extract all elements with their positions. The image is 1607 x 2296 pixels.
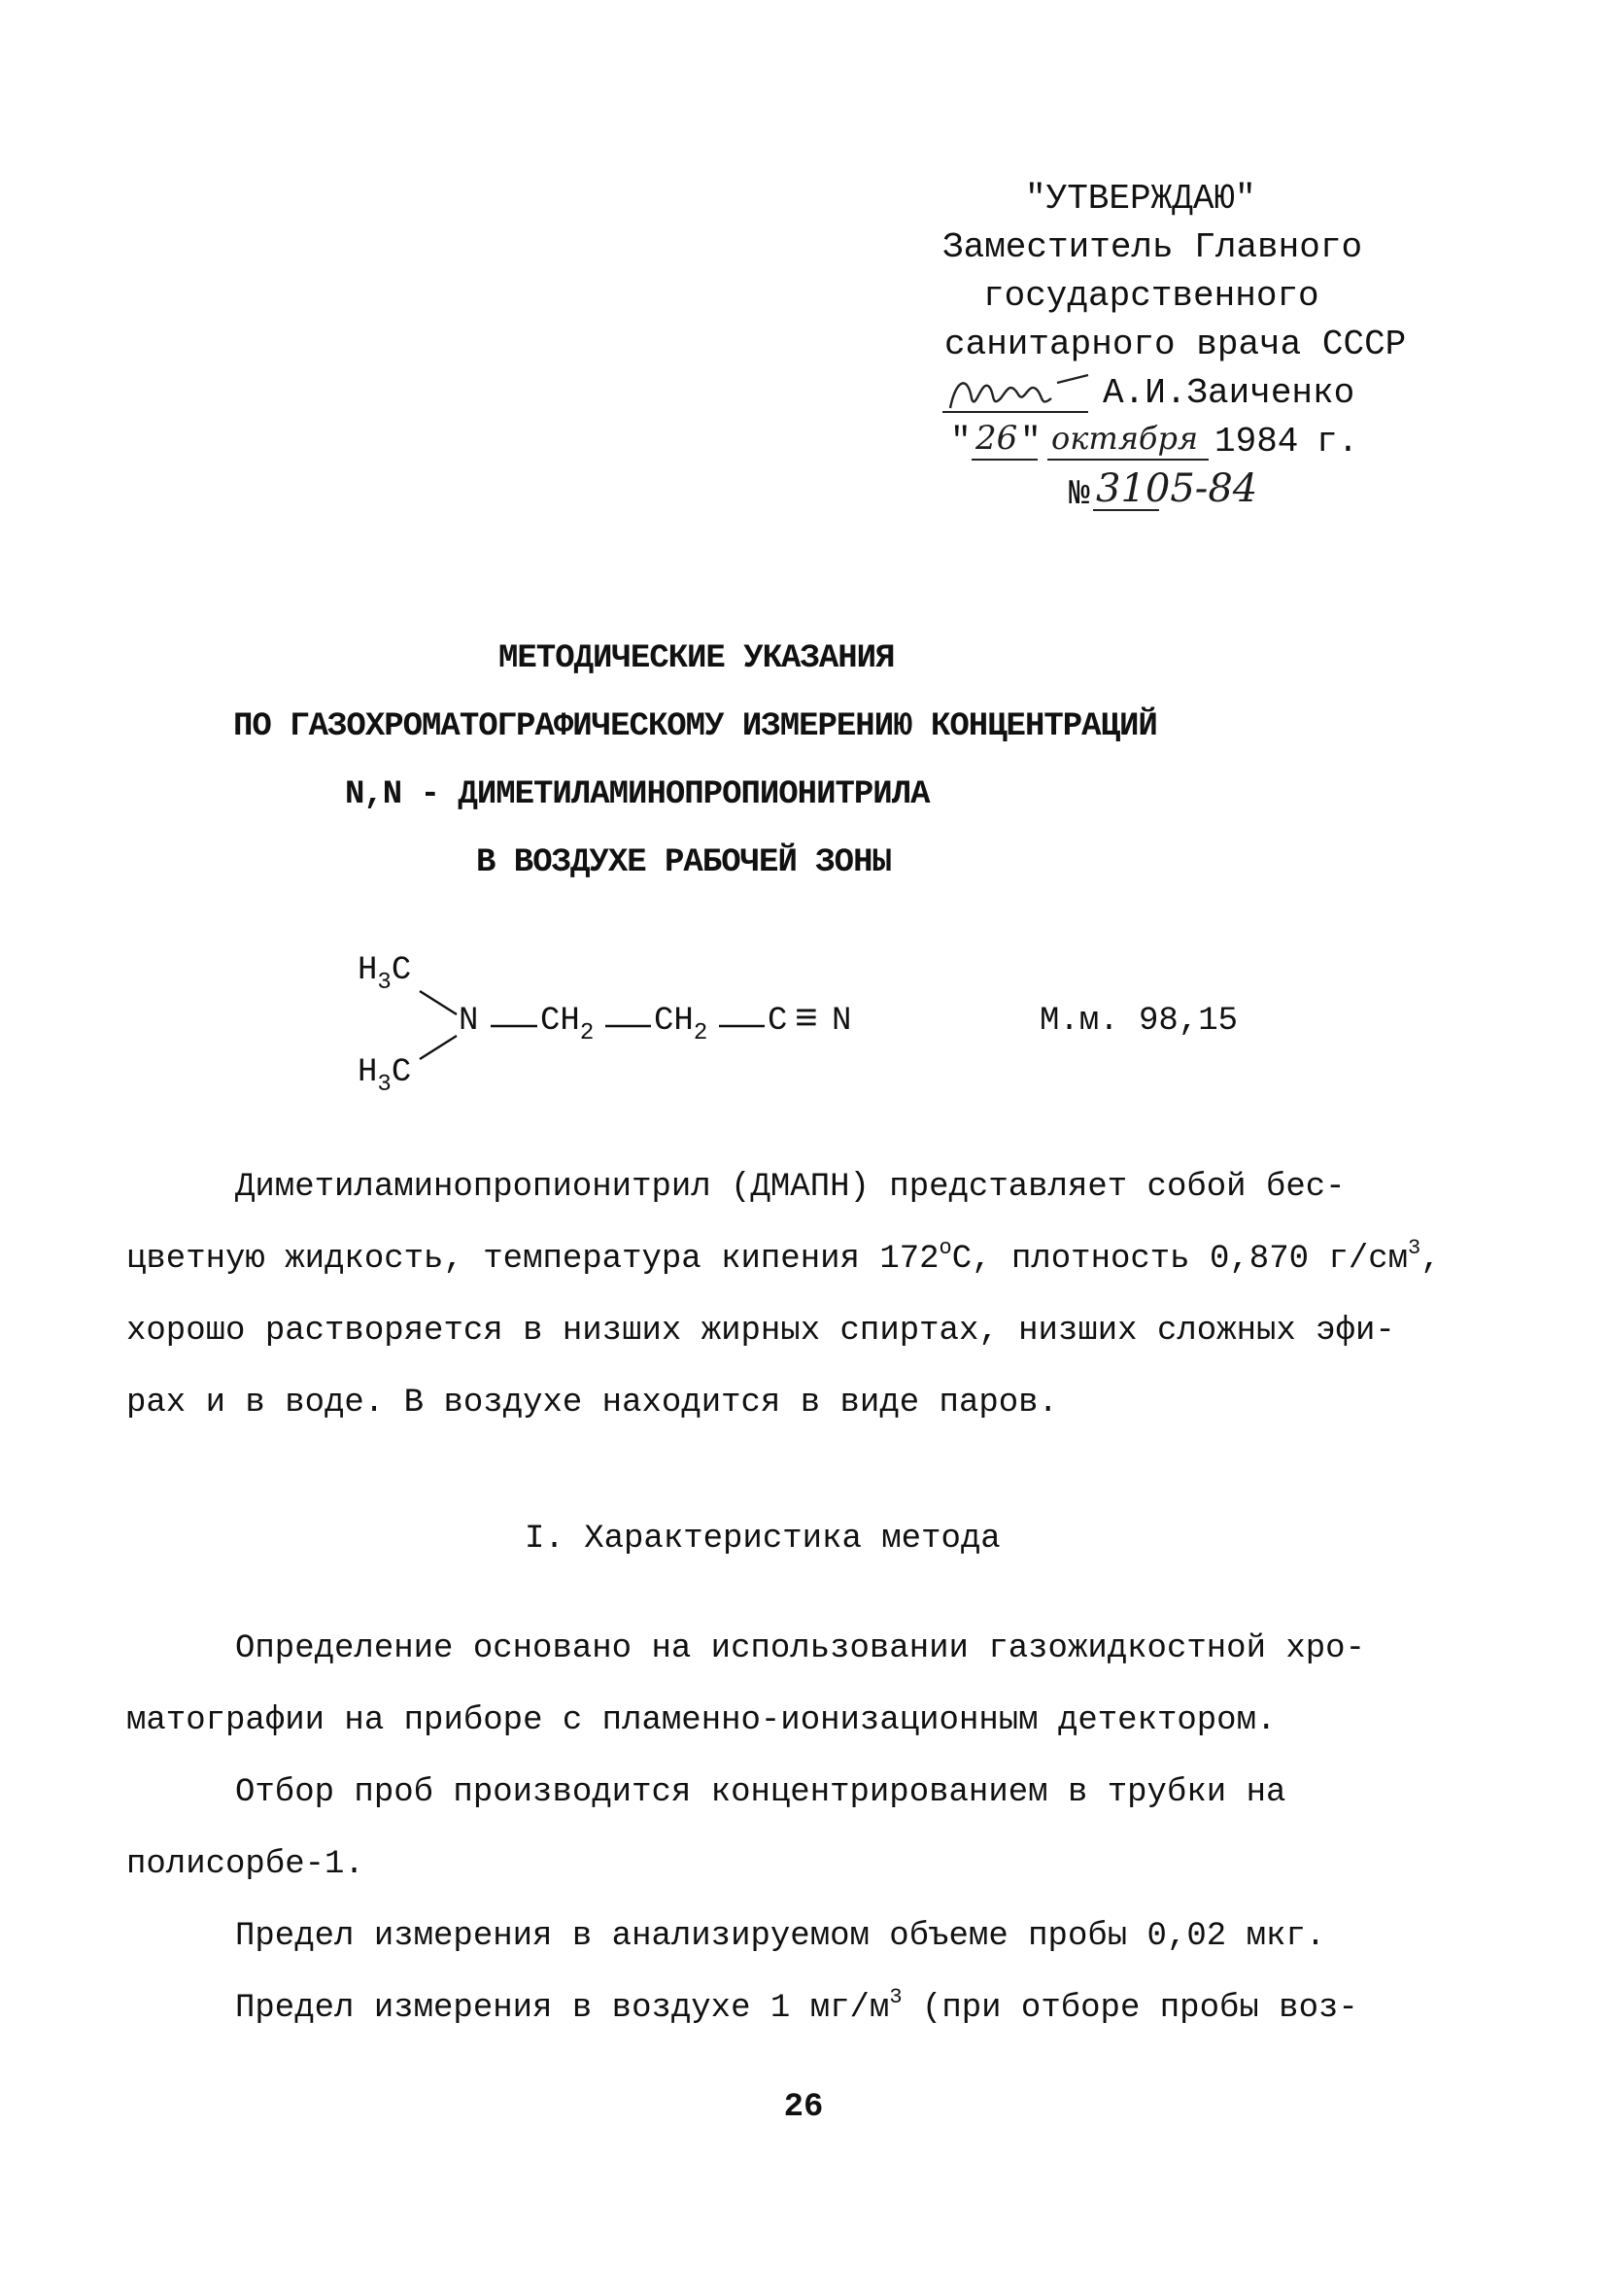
approval-position-line2: государственного: [983, 276, 1319, 316]
date-year-suffix: г.: [1316, 422, 1359, 462]
approval-position-line3: санитарного врача СССР: [944, 325, 1407, 364]
formula-methyl-bottom: $H_3C$: [358, 1054, 412, 1098]
date-month-underline: [1047, 459, 1209, 461]
structural-formula: [350, 942, 1273, 1137]
intro-line-2: цветную жидкость, температура кипения $172^оС$, плотность 0,870 $г/см^3$,: [126, 1236, 1441, 1278]
section-1-para-3: Предел измерения в анализируемом объеме пробы 0,02 мкг.: [235, 1918, 1326, 1955]
section-1-para-2-line-2: полисорбе-1.: [126, 1846, 364, 1883]
formula-methyl-top: $H_3C$: [358, 952, 412, 996]
approval-number-underline: [1093, 509, 1159, 511]
approval-date-line: [933, 418, 1438, 466]
formula-ch2-first: $CH_2$: [540, 1003, 595, 1046]
date-year: 1984: [1214, 422, 1299, 462]
formula-terminal-nitrogen: N: [832, 1003, 852, 1040]
approval-block: [933, 175, 1438, 515]
intro-line-3: хорошо растворяется в низших жирных спиртах, низших сложных эфи-: [126, 1313, 1395, 1350]
section-1-heading: I. Характеристика метода: [525, 1521, 1001, 1558]
approval-number-line: [933, 466, 1438, 515]
section-1-para-1-line-2: матографии на приборе с пламенно-ионизационным детектором.: [126, 1702, 1277, 1739]
title-line-4: В ВОЗДУХЕ РАБОЧЕЙ ЗОНЫ: [476, 844, 891, 881]
signature-line: [933, 369, 1438, 418]
section-1-para-2-line-1: Отбор проб производится концентрированием в трубки на: [235, 1774, 1286, 1811]
title-line-3: N,N - ДИМЕТИЛАМИНОПРОПИОНИТРИЛА: [345, 776, 930, 813]
date-day-underline: [972, 459, 1038, 461]
date-month-handwritten: октября: [1051, 420, 1199, 457]
section-1-para-4: Предел измерения в воздухе 1 $мг/м^3$ (при отборе пробы воз-: [235, 1985, 1358, 2027]
number-sign: №: [1069, 474, 1090, 514]
molecular-mass: М.м. 98,15: [1040, 1003, 1239, 1040]
page-number: 26: [783, 2089, 824, 2126]
section-1-para-1-line-1: Определение основано на использовании газожидкостной хро-: [235, 1630, 1365, 1667]
date-close-quote: ": [1020, 422, 1042, 462]
title-line-2: ПО ГАЗОХРОМАТОГРАФИЧЕСКОМУ ИЗМЕРЕНИЮ КОНЦЕНТРАЦИЙ: [233, 708, 1157, 745]
date-open-quote: ": [950, 422, 972, 462]
approval-heading: "УТВЕРЖДАЮ": [1025, 179, 1256, 219]
intro-line-1: Диметиламинопропионитрил (ДМАПН) представляет собой бес-: [235, 1169, 1346, 1206]
approval-number-handwritten: 3105-84: [1096, 466, 1258, 511]
formula-triple-bond: ≡: [795, 999, 819, 1043]
date-day-handwritten: 26: [975, 419, 1018, 458]
intro-line-4: рах и в воде. В воздухе находится в виде паров.: [126, 1385, 1058, 1422]
handwritten-signature: [942, 369, 1098, 418]
approval-position-line1: Заместитель Главного: [942, 227, 1363, 267]
signatory-name: А.И.Заиченко: [1103, 373, 1355, 413]
formula-nitrogen: N: [459, 1003, 479, 1040]
formula-carbon: C: [768, 1003, 788, 1040]
formula-ch2-second: $CH_2$: [654, 1003, 708, 1046]
bond-methyl-top: [420, 991, 457, 1014]
bond-methyl-bottom: [420, 1036, 457, 1059]
title-line-1: МЕТОДИЧЕСКИЕ УКАЗАНИЯ: [498, 640, 895, 677]
